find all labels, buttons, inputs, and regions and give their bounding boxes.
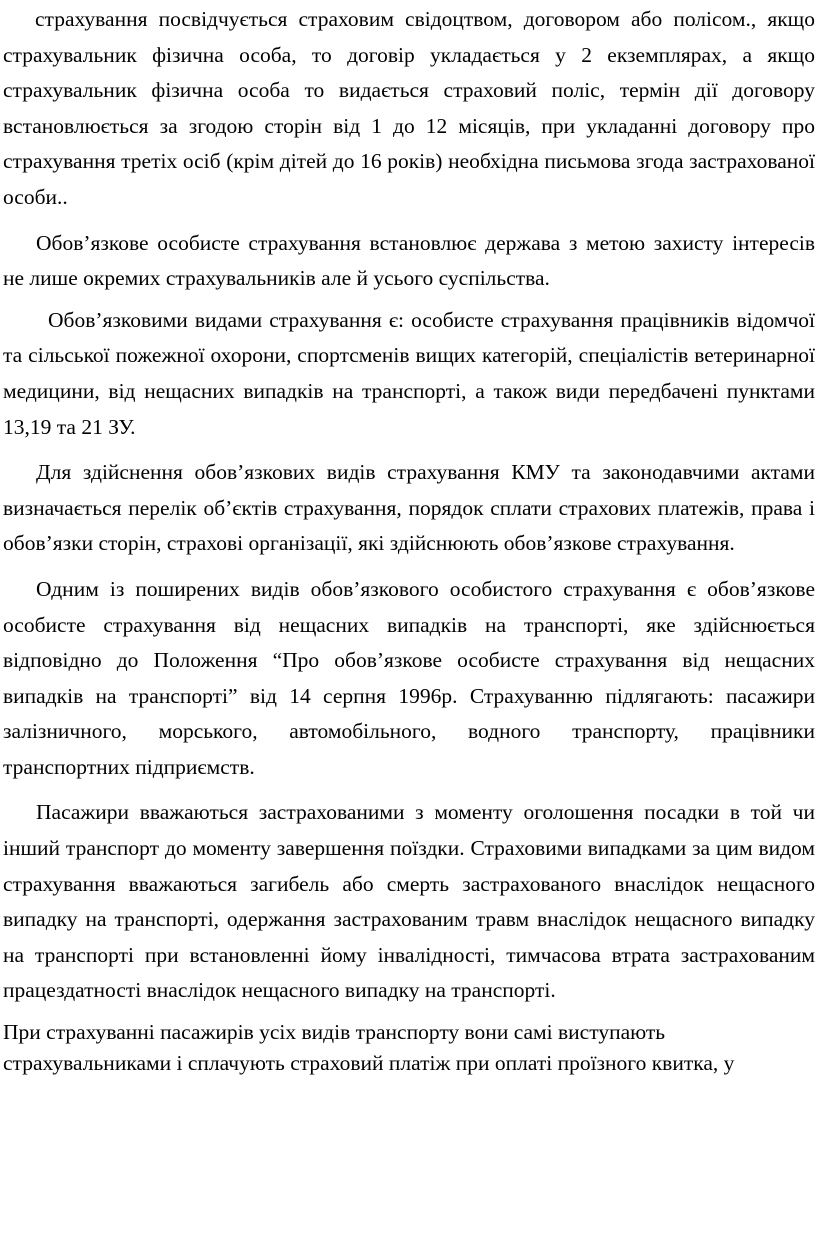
paragraph-transport-insurance: Одним із поширених видів обов’язкового особистого страхування є обов’язкове особисте страхування від нещасних випадків на транспорті, яке здійснюється відповідно до Положення “Про обов’язкове особисте страхування від нещасних випадків на транспорті” від 14 серпня 1996р. Страхуванню підлягають: пасажири залізничного, морського, автомобільного, водного транспорту, працівники транспортних підприємств.: [3, 576, 815, 779]
paragraph-implementation: Для здійснення обов’язкових видів страхування КМУ та законодавчими актами визначається перелік об’єктів страхування, порядок сплати страхових платежів, права і обов’язки сторін, страхові організації, які здійснюють обов’язкове страхування.: [3, 460, 815, 556]
paragraph-passenger-payment: При страхуванні пасажирів усіх видів транспорту вони самі виступають страхувальниками і сплачують страховий платіж при оплаті проїзного квитка, у: [3, 1020, 735, 1076]
paragraph-passengers: Пасажири вважаються застрахованими з моменту оголошення посадки в той чи інший транспорт до моменту завершення поїздки. Страховими випадками за цим видом страхування вважаються загибель або смерть застрахованого внаслідок нещасного випадку на транспорті, одержання застрахованим травм внаслідок нещасного випадку на транспорті при встановленні йому інвалідності, тимчасова втрата застрахованим працездатності внаслідок нещасного випадку на транспорті.: [3, 800, 815, 1003]
paragraph-policy-terms: страхування посвідчується страховим свідоцтвом, договором або полісом., якщо страхувальник фізична особа, то договір укладається у 2 екземплярах, а якщо страхувальник фізична особа то видається страховий поліс, термін дії договору встановлюється за згодою сторін від 1 до 12 місяців, при укладанні договору про страхування третіх осіб (крім дітей до 16 років) необхідна письмова згода застрахованої особи..: [3, 7, 815, 209]
paragraph-mandatory-types: Обов’язковими видами страхування є: особисте страхування працівників відомчої та сільської пожежної охорони, спортсменів вищих категорій, спеціалістів ветеринарної медицини, від нещасних випадків на транспорті, а також види передбачені пунктами 13,19 та 21 ЗУ.: [3, 307, 815, 439]
paragraph-mandatory-insurance: Обов’язкове особисте страхування встановлює держава з метою захисту інтересів не лише окремих страхувальників але й усього суспільства.: [3, 230, 815, 291]
